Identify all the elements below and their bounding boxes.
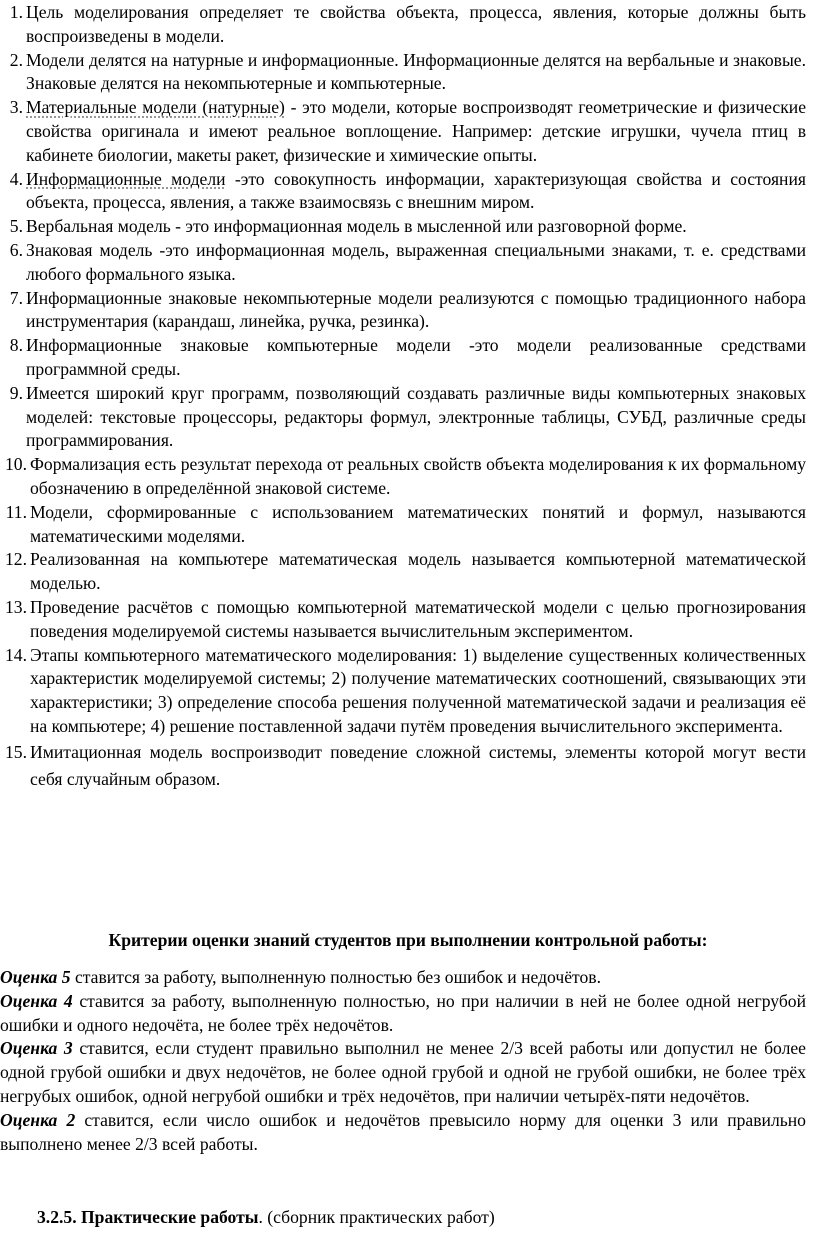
answer-item-term: Информационные модели: [26, 168, 226, 189]
answer-item-number: 6.: [9, 239, 23, 260]
grade-criterion: [0, 1037, 806, 1108]
answer-item: [0, 548, 806, 596]
answer-item-text: Модели, сформированные с использованием математических понятий и формул, называются математическими моделями.: [30, 501, 806, 546]
answer-item-number: 14.: [5, 644, 27, 665]
answer-item-text: Этапы компьютерного математического моделирования: 1) выделение существенных количественных характеристик моделируемой системы; 2) получение математических соотношений, связывающих эти характеристики; 3) определение способа решения полученной математической задачи и реализация её на компьютере; 4) решение поставленной задачи путём проведения вычислительного эксперимента.: [30, 644, 806, 736]
answer-item: [0, 168, 806, 216]
answer-item-number: 4.: [9, 168, 23, 189]
answer-item-text: Модели делятся на натурные и информационные. Информационные делятся на вербальные и знаковые. Знаковые делятся на некомпьютерные и компьютерные.: [26, 49, 806, 94]
answer-item-number: 10.: [5, 454, 27, 475]
answer-item-text: Проведение расчётов с помощью компьютерной математической модели с целью прогнозирования поведения моделируемой системы называется вычислительным экспериментом.: [30, 596, 806, 641]
answer-item-text: - это модели, которые воспроизводят геометрические и физические свойства оригинала и имеют реальное воплощение. Например: детские игрушки, чучела птиц в кабинете биологии, макеты ракет, физические и химические опыты.: [26, 97, 806, 165]
answer-item-number: 7.: [9, 287, 23, 308]
grade-description: ставится, если число ошибок и недочётов превысило норму для оценки 3 или правильно выполнено менее 2/3 всей работы.: [0, 1109, 806, 1154]
answer-item-text: -это совокупность информации, характеризующая свойства и состояния объекта, процесса, явления, а также взаимосвязь с внешним миром.: [26, 168, 806, 213]
grade-criterion: [0, 990, 806, 1038]
answer-item: [0, 644, 806, 739]
answer-item-text: Вербальная модель - это информационная модель в мысленной или разговорной форме.: [26, 216, 687, 237]
answer-item: [0, 382, 806, 453]
answer-item-text: Имитационная модель воспроизводит поведение сложной системы, элементы которой могут вести себя случайным образом.: [30, 741, 806, 789]
answer-item: [0, 453, 806, 501]
criteria-list: [0, 966, 806, 1156]
answer-item-number: 2.: [9, 49, 23, 70]
grade-label: Оценка 2: [0, 1109, 76, 1130]
answer-item: [0, 215, 806, 239]
answer-item-text: Формализация есть результат перехода от реальных свойств объекта моделирования к их формальному обозначению в определённой знаковой системе.: [30, 454, 806, 498]
answer-item: [0, 1, 806, 49]
answer-item-term: Материальные модели (натурные): [26, 97, 285, 118]
answer-item-number: 13.: [5, 596, 27, 617]
answer-item-number: 8.: [9, 335, 23, 356]
answer-item: [0, 334, 806, 382]
answer-item-number: 1.: [9, 2, 23, 22]
section-title-label: 3.2.5. Практические работы: [37, 1207, 259, 1227]
answer-item-text: Имеется широкий круг программ, позволяющий создавать различные виды компьютерных знаковых моделей: текстовые процессоры, редакторы формул, электронные таблицы, СУБД, различные среды программирования.: [26, 382, 806, 451]
section-title-rest: . (сборник практических работ): [258, 1207, 495, 1227]
answer-item-text: Цель моделирования определяет те свойства объекта, процесса, явления, которые должны быть воспроизведены в модели.: [26, 2, 806, 46]
section-title: [37, 1206, 495, 1230]
answers-list: [0, 1, 806, 793]
answer-item-text: Знаковая модель -это информационная модель, выраженная специальными знаками, т. е. средствами любого формального языка.: [26, 239, 806, 284]
answer-item: [0, 287, 806, 335]
grade-description: ставится, если студент правильно выполнил не менее 2/3 всей работы или допустил не более одной грубой ошибки и двух недочётов, не более одной грубой и одной не грубой ошибки, не более трёх негрубых ошибок, одной негрубой ошибки и трёх недочётов, при наличии четырёх-пяти недочётов.: [0, 1038, 806, 1106]
answer-item: [0, 49, 806, 97]
grade-criterion: [0, 966, 806, 990]
answer-item: [0, 739, 806, 793]
answer-item: [0, 96, 806, 167]
answer-item-text: Информационные знаковые некомпьютерные модели реализуются с помощью традиционного набора инструментария (карандаш, линейка, ручка, резинка).: [26, 287, 806, 332]
criteria-heading: Критерии оценки знаний студентов при выполнении контрольной работы:: [108, 930, 708, 950]
grade-label: Оценка 3: [0, 1038, 73, 1059]
grade-criterion: [0, 1109, 806, 1157]
answer-item-number: 3.: [9, 97, 23, 118]
grade-description: ставится за работу, выполненную полностью без ошибок и недочётов.: [70, 967, 601, 987]
answer-item-number: 15.: [5, 741, 27, 762]
answer-item-number: 11.: [5, 501, 27, 522]
answer-item-text: Реализованная на компьютере математическая модель называется компьютерной математической моделью.: [30, 549, 806, 594]
answer-item: [0, 239, 806, 287]
answer-item-text: Информационные знаковые компьютерные модели -это модели реализованные средствами программной среды.: [26, 335, 806, 379]
answer-item-number: 5.: [9, 216, 23, 237]
grade-description: ставится за работу, выполненную полностью, но при наличии в ней не более одной негрубой ошибки и одного недочёта, не более трёх недочётов.: [0, 990, 806, 1035]
grade-label: Оценка 5: [0, 967, 71, 987]
answer-item: [0, 501, 806, 549]
grade-label: Оценка 4: [0, 990, 73, 1011]
answer-item: [0, 596, 806, 644]
answer-item-number: 9.: [9, 382, 23, 403]
answer-item-number: 12.: [5, 549, 27, 570]
